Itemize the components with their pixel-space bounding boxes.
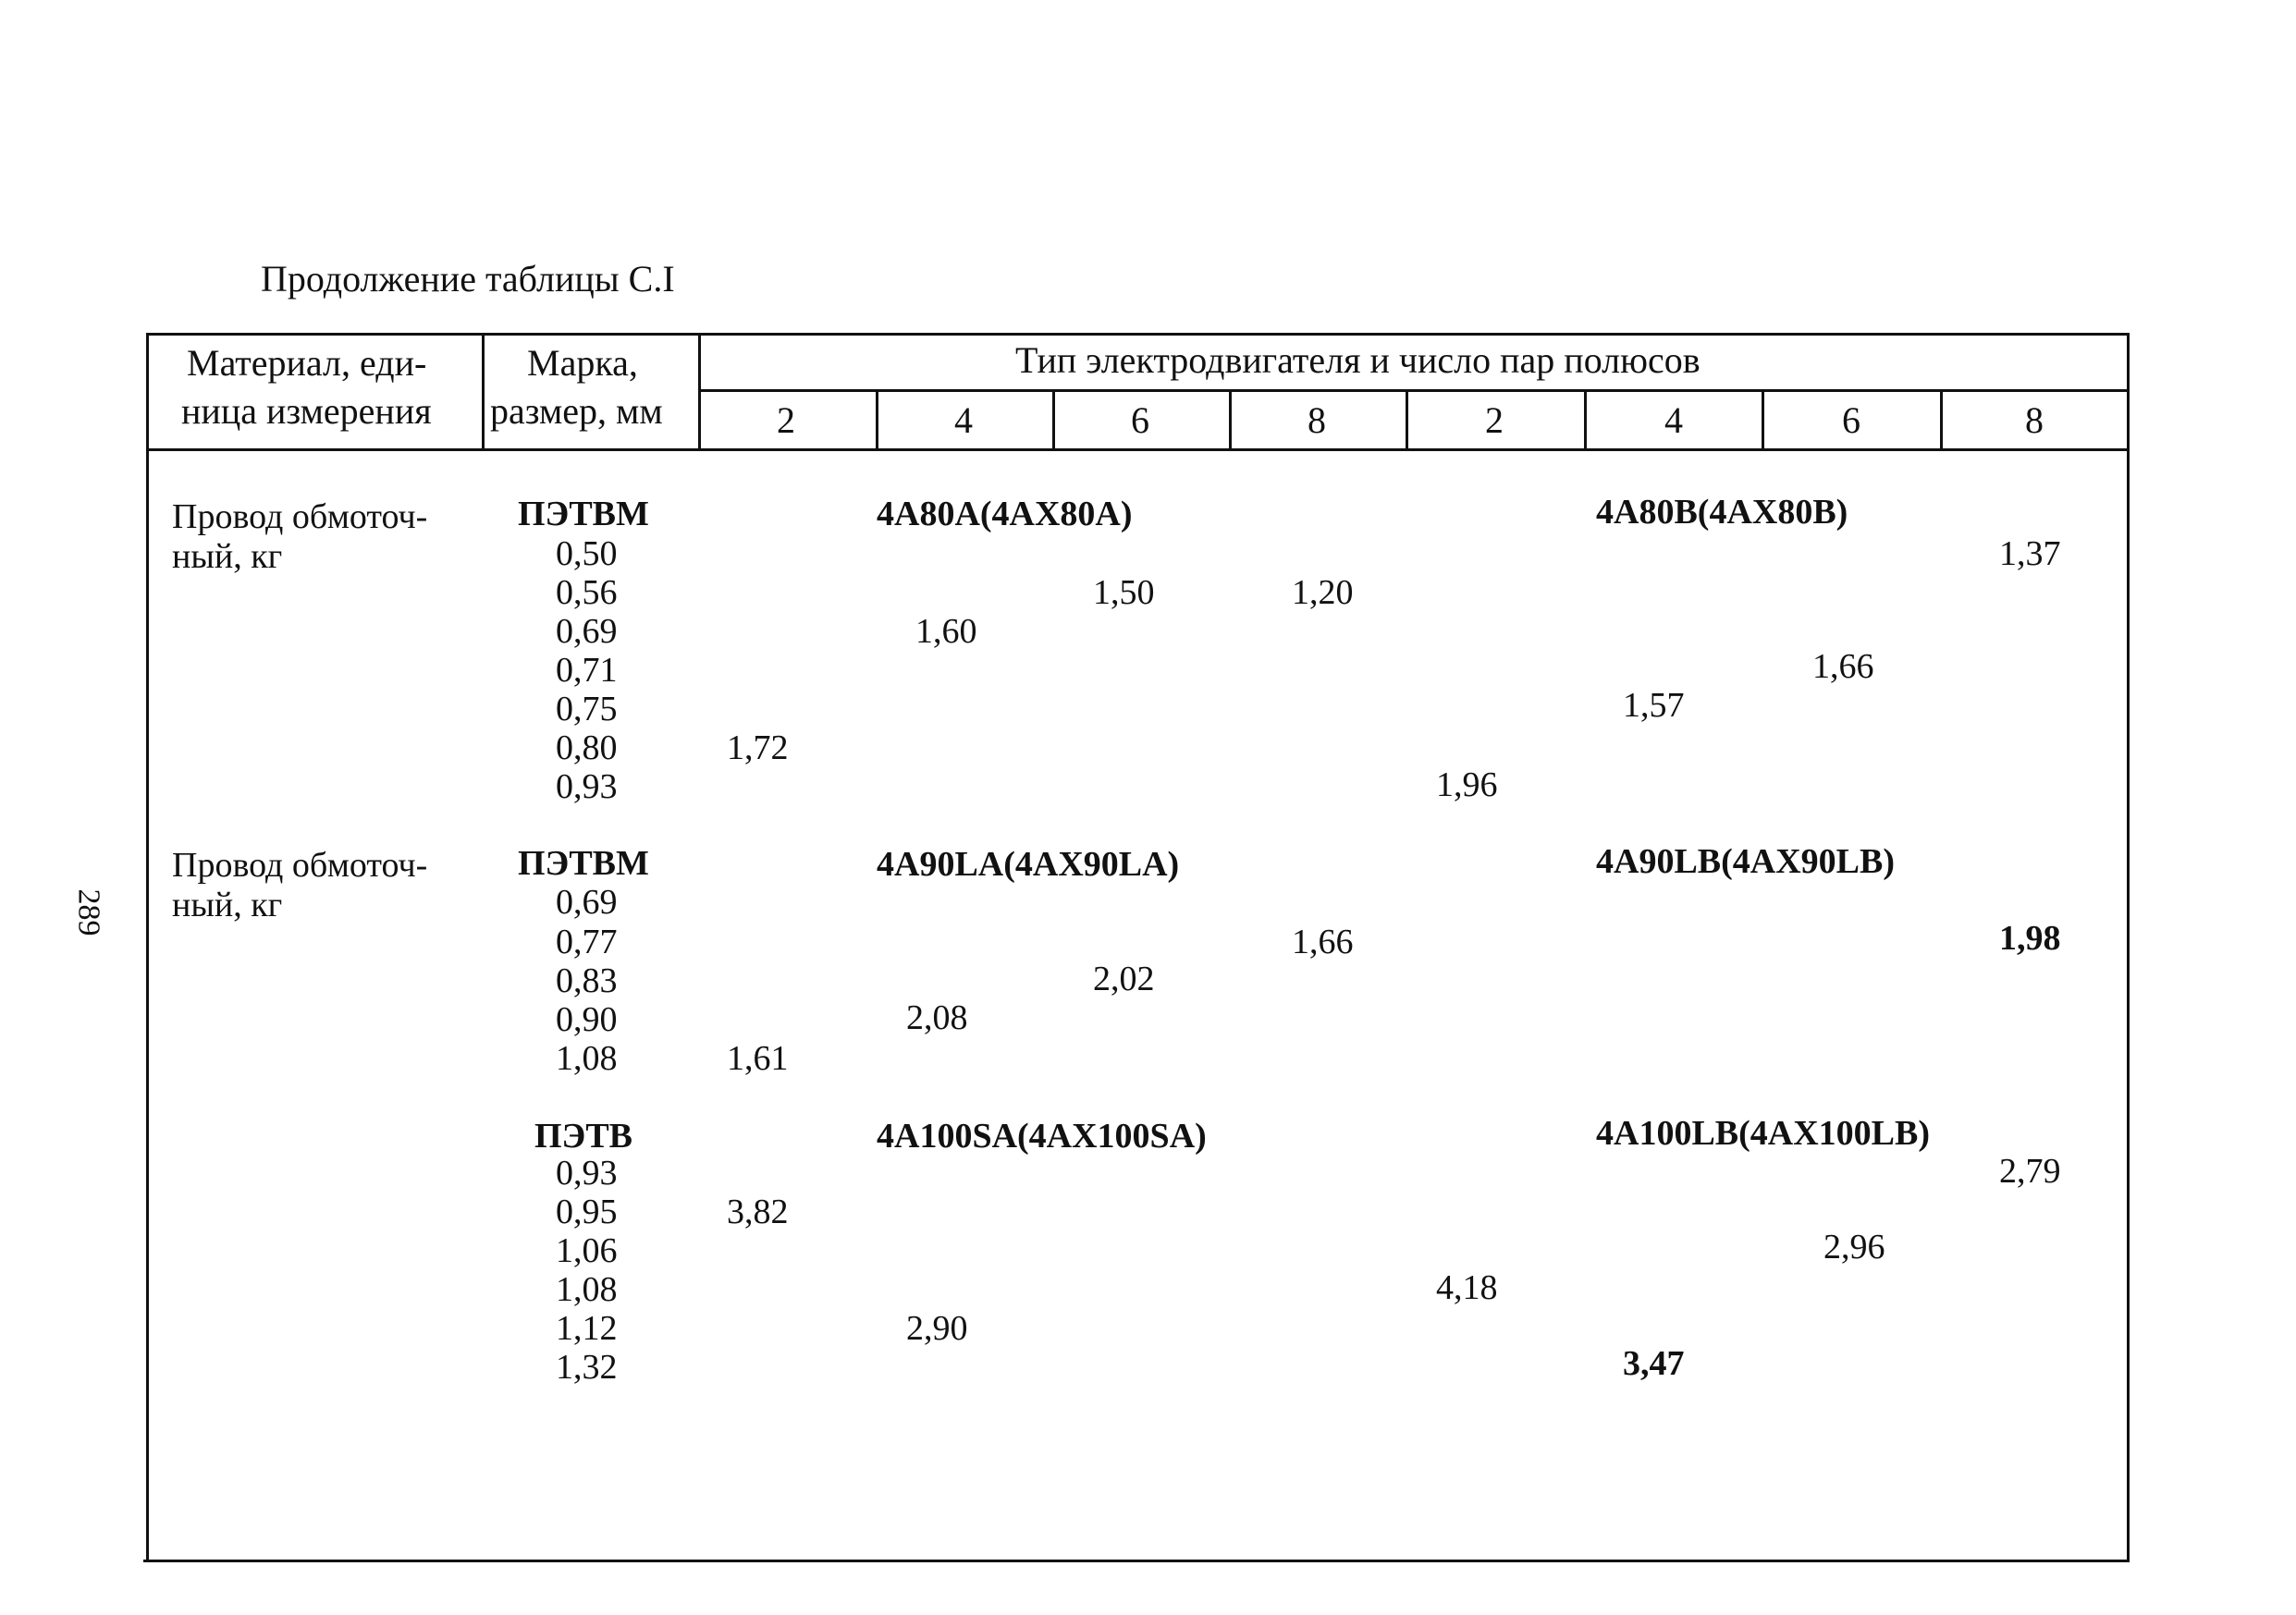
col-sep-material [482,333,485,451]
mass-value: 2,96 [1823,1228,1885,1266]
mass-value: 1,61 [727,1039,789,1078]
motor-type-right: 4А80В(4АХ80В) [1596,493,1848,532]
col-sep-pole [1406,389,1408,451]
material-label: ный, кг [172,886,283,924]
motor-type-left: 4А100SА(4АХ100SА) [877,1117,1207,1156]
table-border-left [146,333,149,1562]
col-sep-pole [876,389,878,451]
header-pole-6: 6 [1842,399,1860,441]
wire-brand: ПЭТВ [534,1117,633,1156]
mass-value: 1,20 [1292,573,1354,612]
header-pole-4: 4 [1664,399,1683,441]
mass-value: 2,02 [1093,960,1155,998]
wire-size: 1,06 [556,1231,618,1270]
header-pole-8: 8 [2025,399,2044,441]
mass-value: 2,90 [906,1309,968,1348]
wire-brand: ПЭТВМ [518,844,649,883]
mass-value: 1,37 [1999,534,2061,573]
mass-value: 1,96 [1436,765,1498,804]
wire-size: 0,93 [556,1154,618,1193]
header-pole-8: 8 [1308,399,1326,441]
wire-size: 1,08 [556,1270,618,1309]
wire-size: 1,08 [556,1039,618,1078]
mass-value: 1,60 [915,612,977,651]
wire-size: 0,75 [556,690,618,728]
pole-row-top-rule [698,389,2130,392]
mass-value: 2,08 [906,998,968,1037]
col-sep-pole [1052,389,1055,451]
page-number: 289 [71,888,106,936]
col-sep-brand [698,333,701,451]
material-label: Провод обмоточ- [172,846,428,885]
header-bottom-rule [146,448,2130,451]
wire-size: 0,95 [556,1193,618,1231]
header-pole-2: 2 [777,399,795,441]
col-sep-pole [1940,389,1943,451]
col-sep-pole [1229,389,1232,451]
mass-value: 1,66 [1812,647,1874,686]
header-pole-4: 4 [954,399,973,441]
mass-value: 1,50 [1093,573,1155,612]
wire-size: 1,12 [556,1309,618,1348]
wire-size: 1,32 [556,1348,618,1387]
mass-value: 3,47 [1623,1344,1685,1383]
header-brand-line2: размер, мм [490,390,663,432]
material-label: Провод обмоточ- [172,497,428,536]
motor-type-left: 4А90LА(4АХ90LА) [877,845,1180,884]
wire-size: 0,90 [556,1000,618,1039]
table-border-right [2127,333,2130,1562]
wire-size: 0,77 [556,923,618,961]
wire-size: 0,71 [556,651,618,690]
wire-size: 0,93 [556,767,618,806]
wire-size: 0,56 [556,573,618,612]
header-pole-2: 2 [1485,399,1504,441]
header-material-line2: ница измерения [181,390,432,432]
motor-type-left: 4А80А(4АХ80А) [877,495,1133,533]
wire-size: 0,80 [556,728,618,767]
table-caption: Продолжение таблицы С.I [261,258,675,300]
wire-brand: ПЭТВМ [518,495,649,533]
wire-size: 0,69 [556,883,618,922]
motor-type-right: 4А90LВ(4АХ90LВ) [1596,842,1896,881]
col-sep-pole [1584,389,1587,451]
motor-type-right: 4А100LВ(4АХ100LВ) [1596,1114,1931,1153]
mass-value: 1,66 [1292,923,1354,961]
header-group-title: Тип электродвигателя и число пар полюсов [1015,339,1701,381]
mass-value: 3,82 [727,1193,789,1231]
table-border-bottom [143,1560,2130,1562]
mass-value: 1,72 [727,728,789,767]
wire-size: 0,69 [556,612,618,651]
wire-size: 0,50 [556,534,618,573]
table-border-top [146,333,2130,336]
col-sep-pole [1762,389,1764,451]
mass-value: 4,18 [1436,1268,1498,1307]
wire-size: 0,83 [556,961,618,1000]
mass-value: 2,79 [1999,1152,2061,1191]
header-material-line1: Материал, еди- [187,342,427,384]
header-pole-6: 6 [1131,399,1149,441]
header-brand-line1: Марка, [527,342,638,384]
material-label: ный, кг [172,537,283,576]
mass-value: 1,57 [1623,686,1685,725]
mass-value: 1,98 [1999,919,2061,958]
